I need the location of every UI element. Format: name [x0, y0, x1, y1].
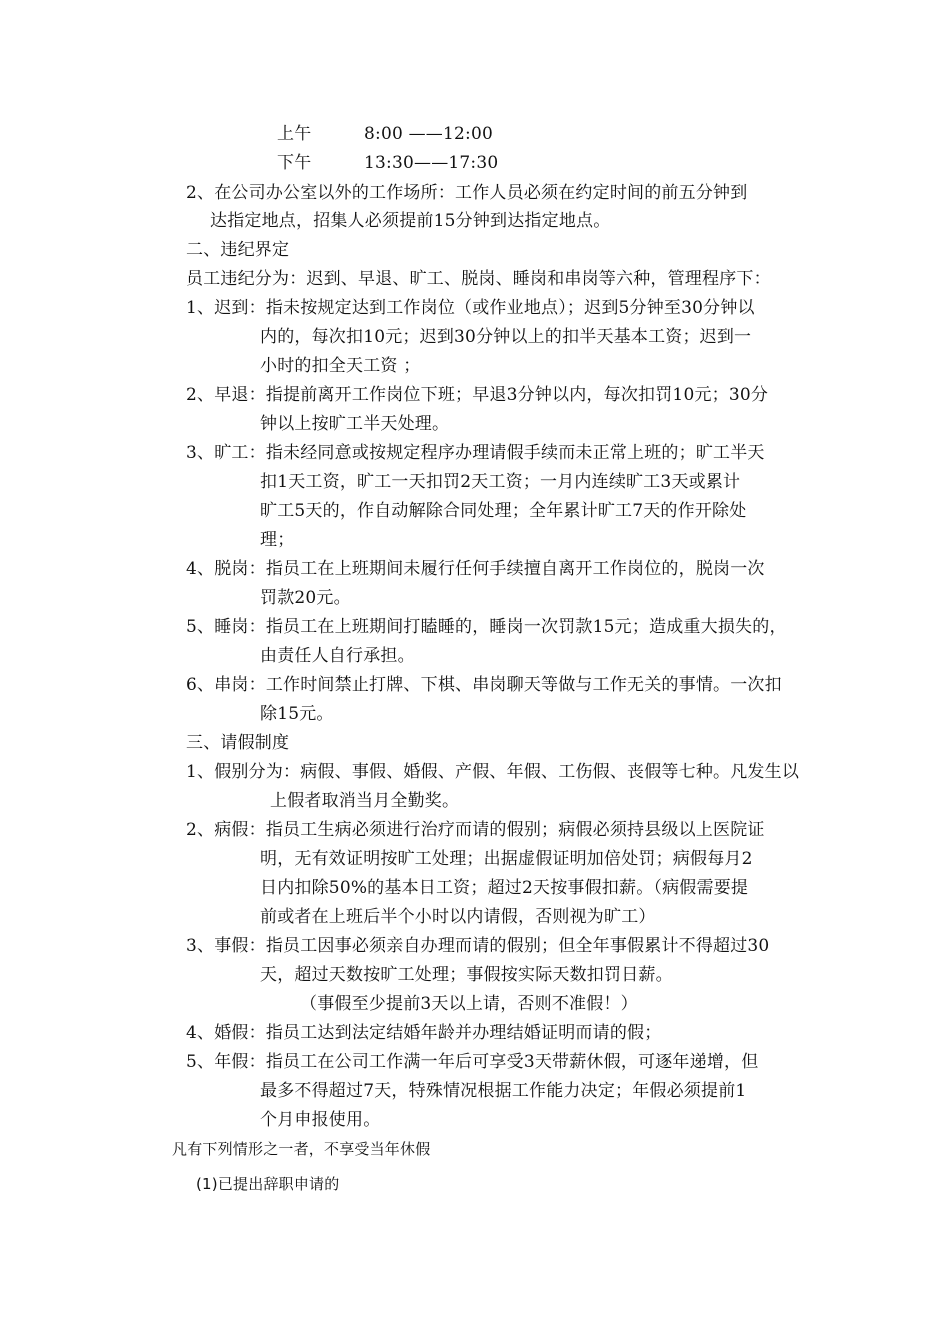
- absence-line2: 扣1天工资，旷工一天扣罚2天工资；一月内连续旷工3天或累计: [260, 472, 741, 492]
- absence-line3: 旷工5天的，作自动解除合同处理；全年累计旷工7天的作开除处: [260, 501, 747, 521]
- annual-leave-line3: 个月申报使用。: [260, 1110, 381, 1130]
- personal-leave-line1: 3、事假：指员工因事必须亲自办理而请的假别；但全年事假累计不得超过30: [186, 936, 770, 956]
- section2-heading: 二、违纪界定: [186, 240, 290, 260]
- personal-leave-note: （事假至少提前3天以上请，否则不准假！）: [300, 994, 638, 1014]
- lateness-line1: 1、迟到：指未按规定达到工作岗位（或作业地点）；迟到5分钟至30分钟以: [186, 298, 755, 318]
- section3-heading: 三、请假制度: [186, 733, 290, 753]
- leaving-post-line1: 4、脱岗：指员工在上班期间未履行任何手续擅自离开工作岗位的，脱岗一次: [186, 559, 765, 579]
- absence-line1: 3、旷工：指未经同意或按规定程序办理请假手续而未正常上班的；旷工半天: [186, 443, 765, 463]
- leave-types-line2: 上假者取消当月全勤奖。: [270, 791, 460, 811]
- early-leave-line2: 钟以上按旷工半天处理。: [260, 414, 450, 434]
- sleeping-line2: 由责任人自行承担。: [260, 646, 415, 666]
- schedule-am-time: 8:00 ——12:00: [364, 124, 493, 144]
- section2-intro: 员工违纪分为：迟到、早退、旷工、脱岗、睡岗和串岗等六种，管理程序下：: [186, 269, 771, 289]
- wandering-line1: 6、串岗：工作时间禁止打牌、下棋、串岗聊天等做与工作无关的事情。一次扣: [186, 675, 782, 695]
- annual-leave-line2: 最多不得超过7天，特殊情况根据工作能力决定；年假必须提前1: [260, 1081, 747, 1101]
- lateness-line2: 内的，每次扣10元；迟到30分钟以上的扣半天基本工资；迟到一: [260, 327, 752, 347]
- exclusion-item-1: (1)已提出辞职申请的: [196, 1175, 340, 1193]
- absence-line4: 理；: [260, 530, 295, 550]
- marriage-leave-line1: 4、婚假：指员工达到法定结婚年龄并办理结婚证明而请的假；: [186, 1023, 662, 1043]
- sick-leave-line3: 日内扣除50%的基本日工资；超过2天按事假扣薪。（病假需要提: [260, 878, 749, 898]
- sick-leave-line4: 前或者在上班后半个小时以内请假，否则视为旷工）: [260, 907, 656, 927]
- sleeping-line1: 5、睡岗：指员工在上班期间打瞌睡的，睡岗一次罚款15元；造成重大损失的，: [186, 617, 787, 637]
- personal-leave-line2: 天，超过天数按旷工处理；事假按实际天数扣罚日薪。: [260, 965, 673, 985]
- sick-leave-line2: 明，无有效证明按旷工处理；出据虚假证明加倍处罚；病假每月2: [260, 849, 753, 869]
- lateness-line3: 小时的扣全天工资 ；: [260, 356, 421, 376]
- sick-leave-line1: 2、病假：指员工生病必须进行治疗而请的假别；病假必须持县级以上医院证: [186, 820, 765, 840]
- leaving-post-line2: 罚款20元。: [260, 588, 351, 608]
- section1-item2-line1: 2、在公司办公室以外的工作场所：工作人员必须在约定时间的前五分钟到: [186, 183, 748, 203]
- schedule-pm-time: 13:30——17:30: [364, 153, 499, 173]
- leave-types-line1: 1、假别分为：病假、事假、婚假、产假、年假、工伤假、丧假等七种。凡发生以: [186, 762, 800, 782]
- exclusion-note: 凡有下列情形之一者，不享受当年休假: [172, 1140, 431, 1158]
- section1-item2-line2: 达指定地点，招集人必须提前15分钟到达指定地点。: [210, 211, 611, 231]
- annual-leave-line1: 5、年假：指员工在公司工作满一年后可享受3天带薪休假，可逐年递增，但: [186, 1052, 759, 1072]
- schedule-pm-label: 下午: [277, 153, 312, 173]
- wandering-line2: 除15元。: [260, 704, 334, 724]
- early-leave-line1: 2、早退：指提前离开工作岗位下班；早退3分钟以内，每次扣罚10元；30分: [186, 385, 769, 405]
- schedule-am-label: 上午: [277, 124, 312, 144]
